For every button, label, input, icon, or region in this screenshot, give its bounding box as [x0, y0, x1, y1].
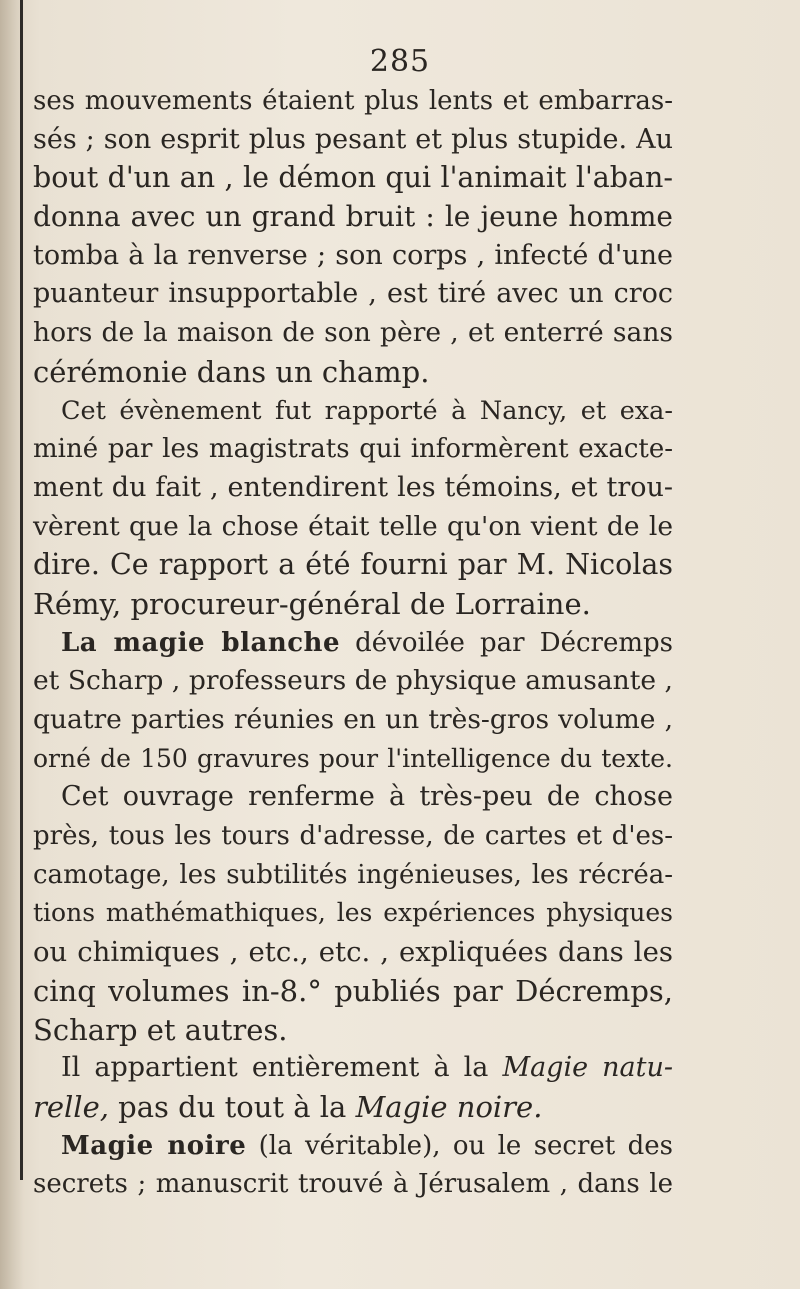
- text-line: [33, 1088, 673, 1127]
- text-line: [33, 624, 673, 663]
- text-line: Scharp et autres.: [33, 1012, 288, 1047]
- text-line: tomba à la renverse ; son corps , infecté d'une: [33, 239, 673, 271]
- text-line: camotage, les subtilités ingénieuses, les récréa-: [33, 859, 673, 890]
- text-line: miné par les magistrats qui informèrent exacte-: [33, 434, 673, 465]
- text-line: Cet ouvrage renferme à très-peu de chose: [61, 781, 673, 813]
- italic-title: relle,: [33, 1089, 109, 1124]
- text-line: cinq volumes in-8.° publiés par Décremps,: [33, 973, 673, 1008]
- text-line: [33, 1049, 673, 1088]
- text-line: bout d'un an , le démon qui l'animait l'aban-: [33, 161, 673, 195]
- italic-title: Magie noire.: [355, 1089, 543, 1124]
- text-segment: dévoilée par Décremps: [340, 627, 673, 658]
- text-line: hors de la maison de son père , et enterré sans: [33, 317, 673, 349]
- text-line: tions mathémathiques, les expériences physiques: [33, 898, 673, 928]
- text-segment: (la véritable), ou le secret des: [246, 1130, 673, 1161]
- text-line: vèrent que la chose était telle qu'on vient de le: [33, 510, 673, 542]
- text-line: Rémy, procureur-général de Lorraine.: [33, 586, 591, 621]
- text-line: et Scharp , professeurs de physique amusante ,: [33, 665, 673, 697]
- text-line: près, tous les tours d'adresse, de cartes et d'es-: [33, 821, 673, 852]
- text-line: dire. Ce rapport a été fourni par M. Nicolas: [33, 548, 673, 582]
- body-text: [33, 82, 673, 1204]
- text-line: ses mouvements étaient plus lents et embarras-: [33, 86, 673, 116]
- italic-title: Magie natu-: [502, 1052, 674, 1084]
- entry-title: La magie blanche: [61, 627, 340, 658]
- text-line: secrets ; manuscrit trouvé à Jérusalem , dans le: [33, 1169, 673, 1200]
- gutter-edge-line: [20, 0, 23, 1180]
- text-line: ment du fait , entendirent les témoins, et trou-: [33, 471, 673, 503]
- text-line: quatre parties réunies en un très-gros volume ,: [33, 704, 673, 735]
- text-line: cérémonie dans un champ.: [33, 354, 430, 389]
- page-number: 285: [369, 44, 431, 79]
- text-line: donna avec un grand bruit : le jeune homme: [33, 200, 673, 234]
- text-line: [33, 1127, 673, 1166]
- text-line: Cet évènement fut rapporté à Nancy, et exa-: [61, 395, 673, 426]
- entry-title: Magie noire: [61, 1130, 247, 1161]
- text-line: puanteur insupportable , est tiré avec un croc: [33, 278, 673, 310]
- text-line: ou chimiques , etc., etc. , expliquées dans les: [33, 936, 673, 969]
- text-line: sés ; son esprit plus pesant et plus stupide. Au: [33, 123, 673, 155]
- text-segment: Il appartient entièrement à la: [61, 1052, 503, 1084]
- text-segment: pas du tout à la: [108, 1089, 356, 1124]
- text-line: orné de 150 gravures pour l'intelligence du texte.: [33, 743, 673, 773]
